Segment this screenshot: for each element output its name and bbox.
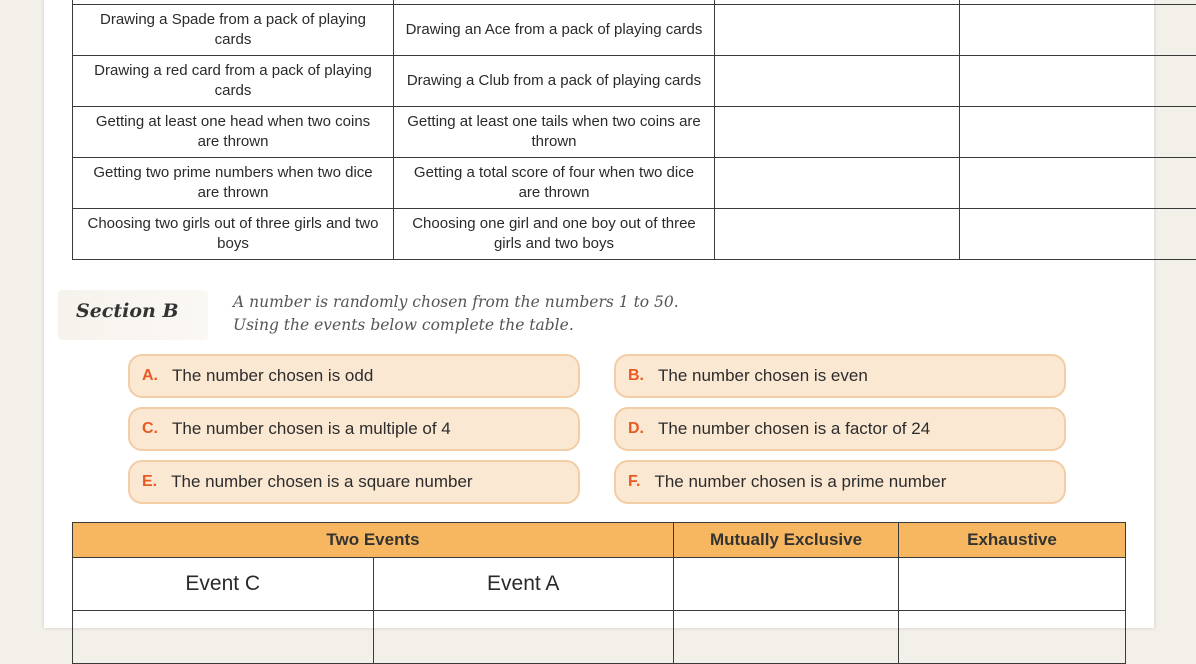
event-text: The number chosen is a square number [171,472,472,492]
table-row [73,5,1196,56]
exhaustive-answer-cell[interactable] [960,209,1196,260]
event-letter: F. [628,473,640,491]
mutually-exclusive-answer-cell[interactable] [715,56,960,107]
event-1-cell [73,611,374,664]
event-text: The number chosen is a prime number [654,472,946,492]
exhaustive-answer-cell[interactable] [960,56,1196,107]
event-letter: B. [628,367,644,385]
event-text: The number chosen is a multiple of 4 [172,419,451,439]
event-box-e [128,460,580,504]
event-text: The number chosen is even [658,366,868,386]
header-exhaustive: Exhaustive [899,523,1126,558]
event-2-cell: Drawing an Ace from a pack of playing cards [394,5,715,56]
event-2-cell: Getting a total score of four when two dice are thrown [394,158,715,209]
mutually-exclusive-answer-cell[interactable] [715,158,960,209]
event-letter: D. [628,420,644,438]
exhaustive-answer-cell[interactable] [960,158,1196,209]
event-text: The number chosen is odd [172,366,373,386]
event-box-a [128,354,580,398]
event-1-cell: Drawing a Spade from a pack of playing cards [73,5,394,56]
section-title: Section B [76,300,179,322]
event-letter: A. [142,367,158,385]
section-instructions [233,291,679,337]
exhaustive-answer-cell[interactable] [960,107,1196,158]
exhaustive-answer-cell[interactable] [960,5,1196,56]
event-2-cell [373,611,674,664]
event-1-cell: Getting two prime numbers when two dice are thrown [73,158,394,209]
event-box-d [614,407,1066,451]
event-1-cell: Getting at least one head when two coins are thrown [73,107,394,158]
table-row [73,209,1196,260]
mutually-exclusive-answer-cell[interactable] [715,5,960,56]
table-row [73,158,1196,209]
exhaustive-answer-cell[interactable] [899,558,1126,611]
instruction-line: Using the events below complete the table. [233,314,679,337]
mutually-exclusive-answer-cell[interactable] [715,107,960,158]
event-box-b [614,354,1066,398]
event-letter: E. [142,473,157,491]
header-two-events: Two Events [73,523,674,558]
event-box-f [614,460,1066,504]
event-2-cell: Getting at least one tails when two coins are thrown [394,107,715,158]
mutually-exclusive-answer-cell[interactable] [674,611,899,664]
events-table-bottom [72,522,1126,664]
event-1-cell: Event C [73,558,374,611]
table-row [73,56,1196,107]
mutually-exclusive-answer-cell[interactable] [715,209,960,260]
exhaustive-answer-cell[interactable] [899,611,1126,664]
event-2-cell: Event A [373,558,674,611]
table-row [73,107,1196,158]
instruction-line: A number is randomly chosen from the numbers 1 to 50. [233,291,679,314]
header-mutually-exclusive: Mutually Exclusive [674,523,899,558]
events-table-top [72,0,1196,260]
event-text: The number chosen is a factor of 24 [658,419,930,439]
table-row [73,611,1126,664]
event-2-cell: Drawing a Club from a pack of playing cards [394,56,715,107]
event-1-cell: Drawing a red card from a pack of playing cards [73,56,394,107]
mutually-exclusive-answer-cell[interactable] [674,558,899,611]
event-1-cell: Choosing two girls out of three girls and two boys [73,209,394,260]
table-row [73,558,1126,611]
event-2-cell: Choosing one girl and one boy out of three girls and two boys [394,209,715,260]
event-box-c [128,407,580,451]
event-letter: C. [142,420,158,438]
